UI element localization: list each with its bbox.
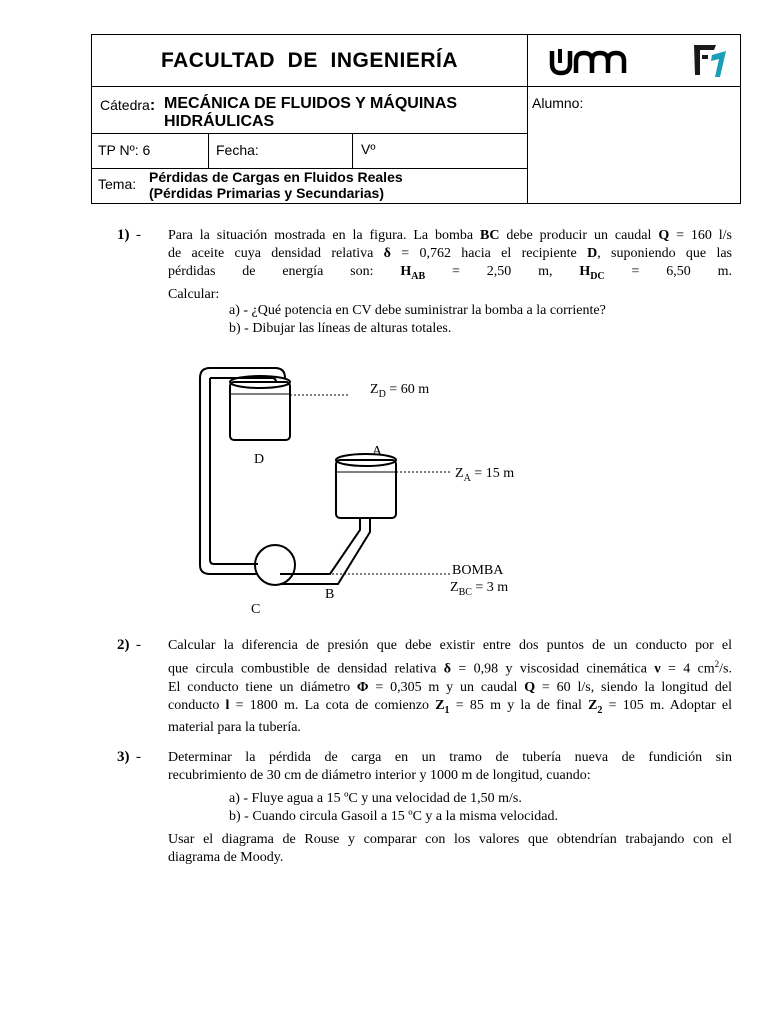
tema-cell bbox=[91, 168, 528, 204]
tank-a bbox=[336, 454, 396, 518]
label-zbc: $Z_{BC} = 3$ m bbox=[450, 580, 509, 598]
label-a: A bbox=[372, 444, 383, 459]
exercise-3-number: 3) bbox=[117, 749, 130, 765]
header-table bbox=[91, 34, 741, 204]
label-bomba: BOMBA bbox=[452, 563, 504, 578]
catedra-label: Cátedra: bbox=[100, 97, 156, 114]
ex3-line-2: recubrimiento de 30 cm de diámetro interior y 1000 m de longitud, cuando: bbox=[168, 768, 591, 783]
ex2-line-2: que circula combustible de densidad relativa δ = 0,98 y viscosidad cinemática ν = 4 $cm^2/s$. bbox=[168, 659, 732, 677]
ex1-line-2: de aceite cuya densidad relativa δ = 0,762 hacia el recipiente D, suponiendo que las bbox=[168, 246, 733, 261]
exercise-1-text bbox=[168, 227, 732, 304]
label-za: $Z_A = 15$ m bbox=[455, 466, 515, 484]
exercise-2-text bbox=[168, 637, 732, 737]
exercise-1-dash: - bbox=[136, 227, 141, 243]
faculty-title bbox=[91, 34, 528, 87]
exercise-2-dash: - bbox=[136, 637, 141, 653]
label-d: D bbox=[254, 452, 265, 467]
exercise-1-item-b: b) - Dibujar las líneas de alturas totales. bbox=[229, 321, 452, 336]
label-b: B bbox=[325, 587, 335, 602]
faculty-title-text: FACULTAD DE INGENIERÍA bbox=[160, 48, 459, 72]
ex2-line-1: Calcular la diferencia de presión que debe existir entre dos puntos de un conducto por el bbox=[168, 638, 732, 653]
pipe-ab bbox=[280, 518, 360, 574]
fecha-label: Fecha: bbox=[216, 142, 259, 158]
ex3-line-3: Usar el diagrama de Rouse y comparar con los valores que obtendrían trabajando con el bbox=[168, 832, 732, 847]
tp-label: TP Nº: 6 bbox=[98, 142, 151, 158]
exercise-3-footer bbox=[168, 831, 732, 867]
vo-label: Vº bbox=[361, 141, 376, 157]
exercise-2-number: 2) bbox=[117, 637, 130, 653]
ex1-line-4: Calcular: bbox=[168, 286, 220, 302]
exercise-1-item-a: a) - ¿Qué potencia en CV debe suministrar la bomba a la corriente? bbox=[229, 303, 606, 318]
ex2-line-4: conducto l = 1800 m. La cota de comienzo $Z_1 = 85$ m y la de final $Z_2 = 105$ m. Adoptar el bbox=[168, 697, 732, 716]
ex3-line-4: diagrama de Moody. bbox=[168, 850, 284, 865]
exercise-3-item-a: a) - Fluye agua a 15 ºC y una velocidad de 1,50 m/s. bbox=[229, 791, 522, 806]
ex1-line-1: Para la situación mostrada en la figura. La bomba BC debe producir un caudal Q = 160 l/s bbox=[168, 228, 733, 243]
tp-cell bbox=[91, 133, 209, 169]
catedra-cell bbox=[91, 86, 528, 134]
exercise-3-item-b: b) - Cuando circula Gasoil a 15 ºC y a la misma velocidad. bbox=[229, 809, 558, 824]
tema-label: Tema: bbox=[98, 176, 137, 192]
tank-d bbox=[230, 376, 290, 440]
ex1-line-3: pérdidas de energía son: $H_{AB} = 2,50$ m, $H_{DC} = 6,50$ m. bbox=[168, 264, 732, 282]
exercise-1-number: 1) bbox=[117, 227, 130, 243]
pump bbox=[255, 545, 295, 585]
tema-value: Pérdidas de Cargas en Fluidos Reales (Pérdidas Primarias y Secundarias) bbox=[149, 169, 403, 201]
exercise-3-text bbox=[168, 749, 732, 785]
catedra-value: MECÁNICA DE FLUIDOS Y MÁQUINAS HIDRÁULICAS bbox=[164, 95, 458, 130]
ex3-line-1: Determinar la pérdida de carga en un tramo de tubería nueva de fundición sin bbox=[168, 750, 732, 765]
ex2-line-5: material para la tubería. bbox=[168, 720, 301, 736]
ex2-line-3: El conducto tiene un diámetro Φ = 0,305 m y un caudal Q = 60 l/s, siendo la longitud del bbox=[168, 679, 732, 695]
label-zd: $Z_D = 60$ m bbox=[370, 382, 430, 400]
alumno-cell[interactable] bbox=[527, 86, 741, 204]
fi-logo bbox=[690, 41, 730, 81]
fecha-cell[interactable] bbox=[208, 133, 353, 169]
exercise-3-dash: - bbox=[136, 749, 141, 765]
label-c: C bbox=[251, 602, 261, 617]
logos-cell bbox=[527, 34, 741, 87]
vo-cell[interactable] bbox=[352, 133, 528, 169]
alumno-label: Alumno: bbox=[532, 95, 584, 111]
um-logo bbox=[548, 47, 628, 77]
